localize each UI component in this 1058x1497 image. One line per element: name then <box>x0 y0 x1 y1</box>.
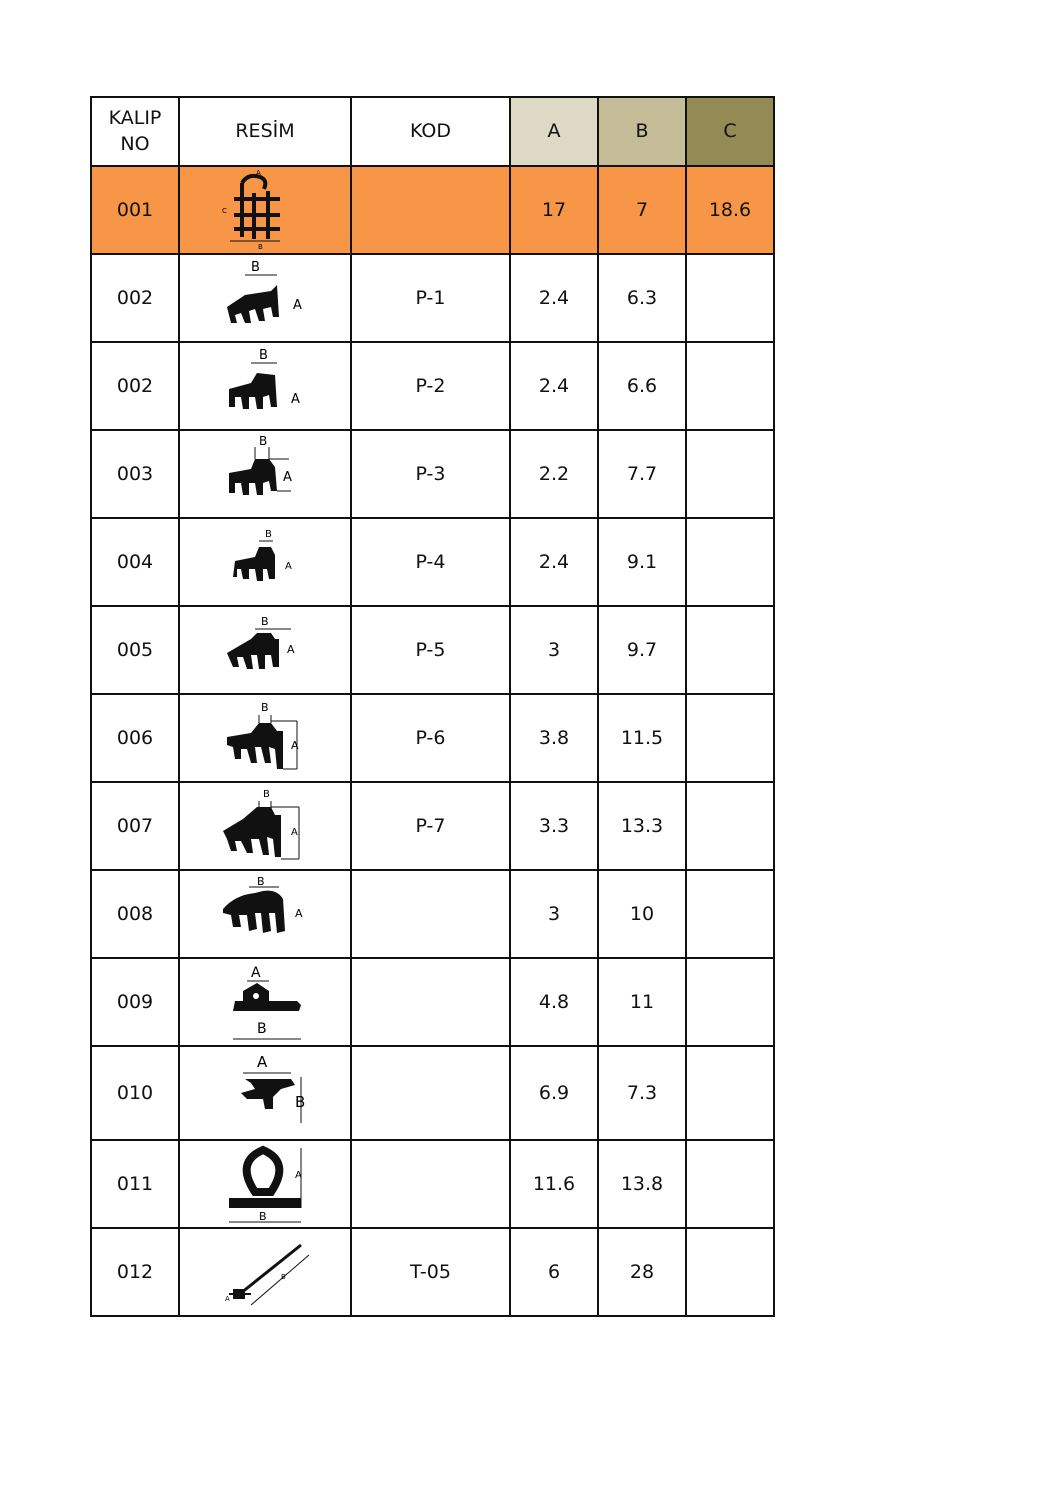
b-cell: 13.3 <box>598 782 686 870</box>
svg-text:B: B <box>257 1021 267 1037</box>
kod-cell <box>351 870 510 958</box>
svg-text:A: A <box>293 298 302 313</box>
kod-cell: P-2 <box>351 342 510 430</box>
kod-cell <box>351 958 510 1046</box>
kod-cell: P-7 <box>351 782 510 870</box>
svg-text:B: B <box>261 701 269 714</box>
c-cell <box>686 606 774 694</box>
kalip-no-cell: 002 <box>91 342 179 430</box>
svg-text:A: A <box>257 1053 268 1071</box>
b-cell: 6.6 <box>598 342 686 430</box>
kod-cell <box>351 1046 510 1140</box>
profile-p5-icon <box>179 606 351 694</box>
profile-001-icon <box>179 166 351 254</box>
svg-text:A: A <box>291 392 300 407</box>
kalip-no-cell: 008 <box>91 870 179 958</box>
c-cell <box>686 518 774 606</box>
svg-text:B: B <box>265 529 272 540</box>
kod-cell: P-1 <box>351 254 510 342</box>
kalip-no-cell: 006 <box>91 694 179 782</box>
c-cell <box>686 694 774 782</box>
kalip-no-cell: 011 <box>91 1140 179 1228</box>
c-cell: 18.6 <box>686 166 774 254</box>
a-cell: 6.9 <box>510 1046 598 1140</box>
b-cell: 9.1 <box>598 518 686 606</box>
kalip-no-cell: 002 <box>91 254 179 342</box>
a-cell: 3 <box>510 606 598 694</box>
c-cell <box>686 430 774 518</box>
svg-text:B: B <box>257 875 265 888</box>
kalip-no-cell: 007 <box>91 782 179 870</box>
table-row <box>91 1228 774 1316</box>
kalip-no-cell: 010 <box>91 1046 179 1140</box>
b-cell: 13.8 <box>598 1140 686 1228</box>
b-cell: 28 <box>598 1228 686 1316</box>
profile-p1-icon <box>179 254 351 342</box>
svg-text:A: A <box>291 827 298 838</box>
svg-text:A: A <box>295 1170 302 1181</box>
header-a: A <box>510 97 598 166</box>
svg-text:B: B <box>259 348 268 363</box>
b-cell: 7.3 <box>598 1046 686 1140</box>
profile-p6-icon <box>179 694 351 782</box>
svg-text:A: A <box>287 643 295 656</box>
table-row <box>91 1046 774 1140</box>
table-row <box>91 870 774 958</box>
svg-text:A: A <box>251 965 261 981</box>
c-cell <box>686 1228 774 1316</box>
profile-p3-icon <box>179 430 351 518</box>
header-row <box>91 97 774 166</box>
profile-009-icon <box>179 958 351 1046</box>
table-row <box>91 782 774 870</box>
svg-text:B: B <box>295 1093 306 1111</box>
profile-p2-icon <box>179 342 351 430</box>
c-cell <box>686 782 774 870</box>
kod-cell: P-5 <box>351 606 510 694</box>
kod-cell: P-3 <box>351 430 510 518</box>
kod-cell <box>351 166 510 254</box>
profile-spec-table <box>90 96 775 1317</box>
b-cell: 11 <box>598 958 686 1046</box>
header-c: C <box>686 97 774 166</box>
a-cell: 11.6 <box>510 1140 598 1228</box>
b-cell: 10 <box>598 870 686 958</box>
kod-cell: T-05 <box>351 1228 510 1316</box>
a-cell: 2.4 <box>510 518 598 606</box>
header-kod: KOD <box>351 97 510 166</box>
svg-text:C: C <box>222 207 227 215</box>
c-cell <box>686 1046 774 1140</box>
c-cell <box>686 958 774 1046</box>
svg-text:A: A <box>295 907 303 920</box>
svg-text:A: A <box>291 739 299 752</box>
kod-cell <box>351 1140 510 1228</box>
kalip-no-cell: 005 <box>91 606 179 694</box>
profile-011-icon <box>179 1140 351 1228</box>
a-cell: 2.4 <box>510 254 598 342</box>
svg-text:B: B <box>261 615 269 628</box>
table-row <box>91 430 774 518</box>
b-cell: 7 <box>598 166 686 254</box>
a-cell: 3.8 <box>510 694 598 782</box>
kalip-no-cell: 003 <box>91 430 179 518</box>
a-cell: 3.3 <box>510 782 598 870</box>
b-cell: 11.5 <box>598 694 686 782</box>
kalip-no-cell: 012 <box>91 1228 179 1316</box>
kod-cell: P-4 <box>351 518 510 606</box>
kod-cell: P-6 <box>351 694 510 782</box>
a-cell: 2.2 <box>510 430 598 518</box>
svg-text:B: B <box>259 434 268 448</box>
b-cell: 6.3 <box>598 254 686 342</box>
b-cell: 7.7 <box>598 430 686 518</box>
svg-text:A: A <box>283 470 292 485</box>
table-row <box>91 166 774 254</box>
table-row <box>91 606 774 694</box>
svg-text:B: B <box>259 1210 267 1223</box>
a-cell: 17 <box>510 166 598 254</box>
svg-text:A: A <box>256 169 261 177</box>
profile-010-icon <box>179 1046 351 1140</box>
table-row <box>91 694 774 782</box>
svg-text:A: A <box>285 561 292 572</box>
a-cell: 4.8 <box>510 958 598 1046</box>
a-cell: 3 <box>510 870 598 958</box>
kalip-no-cell: 009 <box>91 958 179 1046</box>
c-cell <box>686 870 774 958</box>
kalip-no-cell: 001 <box>91 166 179 254</box>
c-cell <box>686 342 774 430</box>
svg-text:B: B <box>251 260 260 275</box>
a-cell: 6 <box>510 1228 598 1316</box>
header-b: B <box>598 97 686 166</box>
svg-text:A: A <box>225 1295 230 1303</box>
kalip-no-cell: 004 <box>91 518 179 606</box>
c-cell <box>686 254 774 342</box>
header-kalip-no: KALIP NO <box>91 97 179 166</box>
profile-p4-icon <box>179 518 351 606</box>
table-row <box>91 1140 774 1228</box>
a-cell: 2.4 <box>510 342 598 430</box>
svg-text:B: B <box>263 789 270 800</box>
table-row <box>91 254 774 342</box>
table-row <box>91 342 774 430</box>
table-row <box>91 958 774 1046</box>
svg-text:B: B <box>258 243 263 251</box>
b-cell: 9.7 <box>598 606 686 694</box>
header-resim: RESİM <box>179 97 351 166</box>
table-row <box>91 518 774 606</box>
svg-text:B: B <box>281 1273 286 1281</box>
profile-p7-icon <box>179 782 351 870</box>
profile-008-icon <box>179 870 351 958</box>
profile-012-icon <box>179 1228 351 1316</box>
c-cell <box>686 1140 774 1228</box>
